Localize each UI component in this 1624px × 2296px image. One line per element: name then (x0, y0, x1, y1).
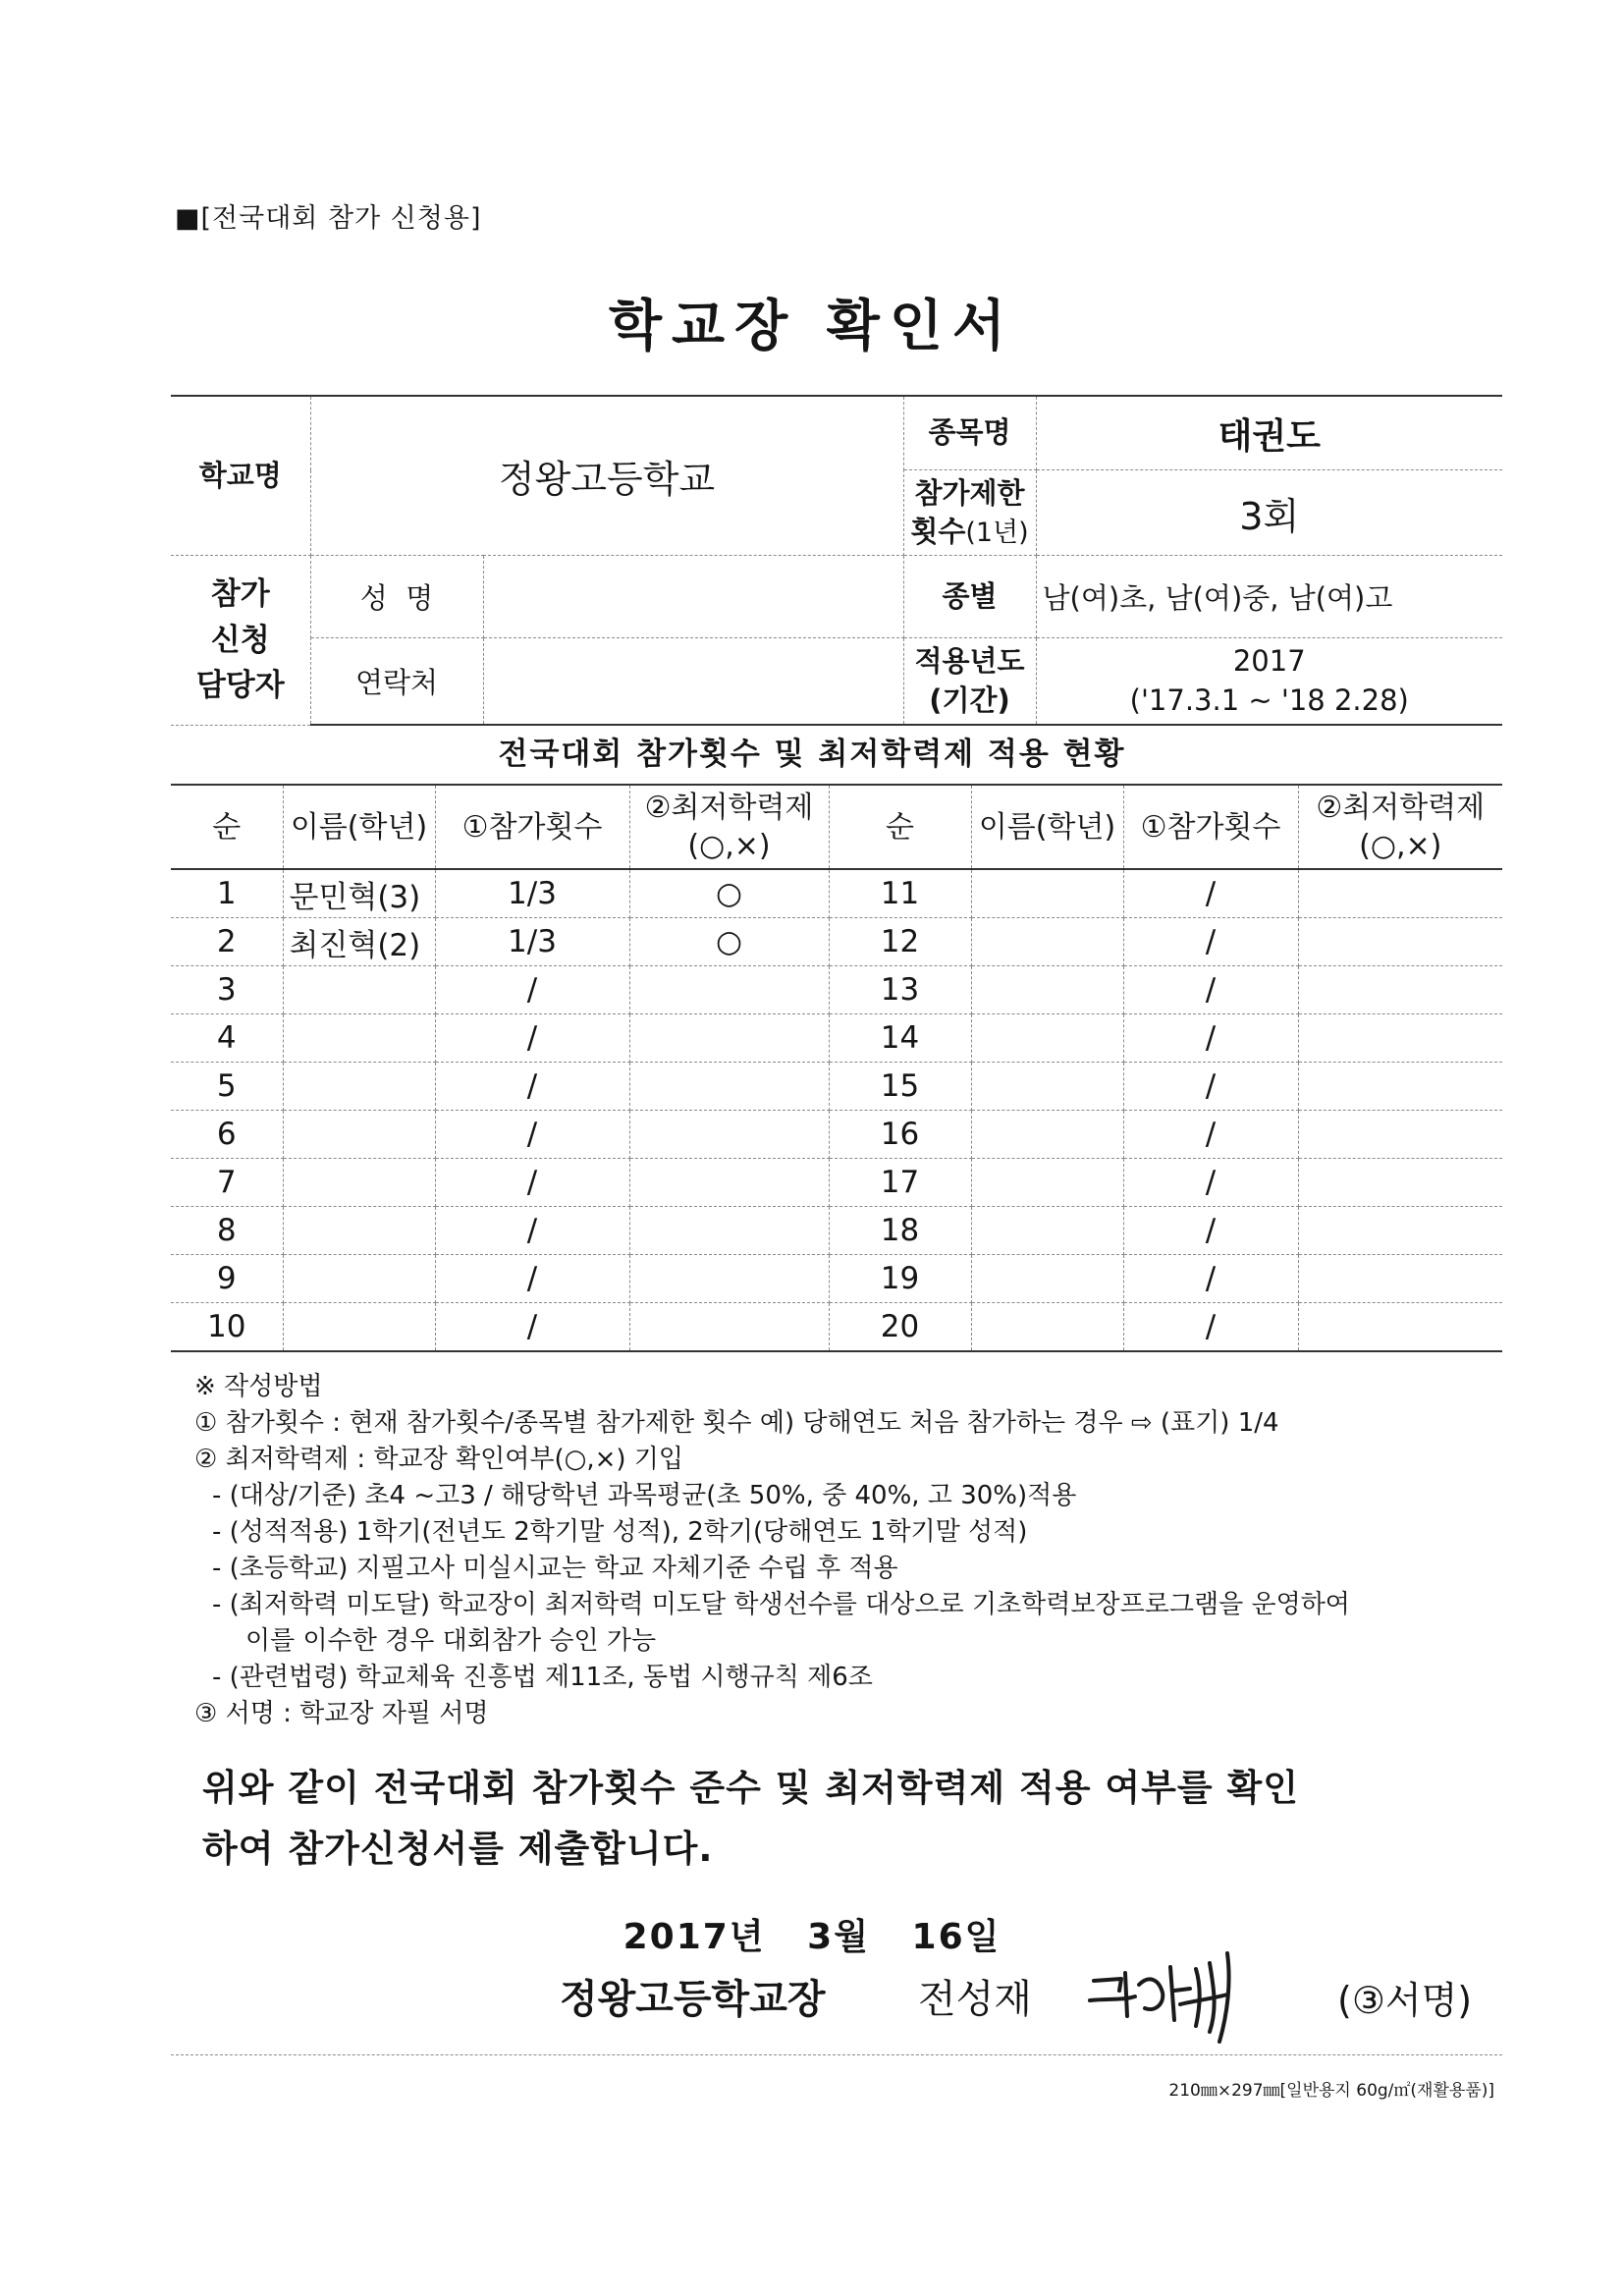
row-no-right: 12 (829, 918, 971, 966)
row-min-standard (629, 1207, 829, 1255)
row-min-standard-right (1298, 966, 1502, 1014)
event-label: 종목명 (903, 396, 1036, 470)
row-min-standard-right (1298, 869, 1502, 918)
participation-limit-label (903, 470, 1036, 556)
applicable-year-label-line1: 적용년도 (914, 644, 1025, 679)
applicable-year-label-line2: (기간) (929, 683, 1010, 717)
date-day: 16일 (911, 1917, 1001, 1957)
row-count-right: / (1123, 1063, 1298, 1111)
status-header-row (171, 785, 1502, 869)
row-no: 9 (171, 1255, 283, 1303)
row-name (283, 1063, 435, 1111)
bottom-divider (171, 2054, 1502, 2055)
note-min-standard: ② 최저학력제 : 학교장 확인여부(○,×) 기입 (194, 1445, 684, 1474)
row-name (283, 1014, 435, 1063)
row-count-right: / (1123, 1014, 1298, 1063)
row-no-right: 11 (829, 869, 971, 918)
row-count-right: / (1123, 1255, 1298, 1303)
document-title: 학교장 확인서 (608, 295, 1016, 358)
participation-limit-label-sub: (1년) (965, 517, 1029, 548)
row-no: 6 (171, 1111, 283, 1159)
contact-group-label-line3: 담당자 (195, 668, 285, 703)
header-count: ①참가횟수 (435, 785, 629, 869)
row-no: 3 (171, 966, 283, 1014)
row-no: 4 (171, 1014, 283, 1063)
participation-status-table (171, 784, 1502, 1352)
applicable-year: 2017 (1232, 644, 1306, 679)
header-no-right: 순 (829, 785, 971, 869)
row-name-right (971, 1207, 1123, 1255)
applicable-period: ('17.3.1 ~ '18 2.28) (1129, 683, 1409, 717)
participation-limit-label-line1: 참가제한 (914, 475, 1025, 510)
date-year: 2017년 (623, 1917, 766, 1957)
note-related-law: - (관련법령) 학교체육 진흥법 제11조, 동법 시행규칙 제6조 (212, 1663, 873, 1692)
applicable-year-value (1036, 638, 1502, 726)
header-min-standard-right-line1: ②최저학력제 (1316, 791, 1486, 825)
status-row (171, 918, 1502, 966)
header-count-right: ①참가횟수 (1123, 785, 1298, 869)
row-min-standard (629, 1063, 829, 1111)
row-min-standard-right (1298, 1159, 1502, 1207)
row-min-standard-right (1298, 1111, 1502, 1159)
row-no: 10 (171, 1303, 283, 1352)
row-name: 문민혁(3) (283, 869, 435, 918)
header-min-standard-right-line2: (○,×) (1359, 829, 1442, 863)
statement-line-1: 위와 같이 전국대회 참가횟수 준수 및 최저학력제 적용 여부를 확인 (202, 1767, 1299, 1809)
row-no: 7 (171, 1159, 283, 1207)
status-row (171, 1111, 1502, 1159)
row-name-right (971, 966, 1123, 1014)
row-min-standard (629, 966, 829, 1014)
row-min-standard: ○ (629, 918, 829, 966)
row-no: 8 (171, 1207, 283, 1255)
row-count-right: / (1123, 1159, 1298, 1207)
school-info-table (171, 395, 1502, 726)
row-name-right (971, 1303, 1123, 1352)
row-min-standard (629, 1111, 829, 1159)
status-row (171, 966, 1502, 1014)
row-min-standard-right (1298, 1014, 1502, 1063)
header-name-right: 이름(학년) (971, 785, 1123, 869)
row-min-standard (629, 1159, 829, 1207)
row-name (283, 1159, 435, 1207)
row-count-right: / (1123, 966, 1298, 1014)
row-name (283, 1111, 435, 1159)
row-min-standard-right (1298, 1063, 1502, 1111)
row-no: 5 (171, 1063, 283, 1111)
row-count: / (435, 1063, 629, 1111)
row-name (283, 1207, 435, 1255)
participation-limit-value: 3회 (1036, 470, 1502, 556)
note-below-standard-continued: 이를 이수한 경우 대회참가 승인 가능 (245, 1626, 657, 1656)
date-month: 3월 (807, 1917, 870, 1957)
note-participation-count: ① 참가횟수 : 현재 참가횟수/종목별 참가제한 횟수 예) 당해연도 처음 참가하는 경우 ⇨ (표기) 1/4 (194, 1408, 1279, 1438)
school-name-label: 학교명 (171, 396, 310, 556)
row-min-standard-right (1298, 1207, 1502, 1255)
confirmation-statement (202, 1758, 1469, 1880)
row-count: / (435, 1159, 629, 1207)
event-value: 태권도 (1036, 396, 1502, 470)
row-name-right (971, 869, 1123, 918)
row-count: / (435, 1014, 629, 1063)
contact-person-group-label (171, 556, 310, 726)
row-min-standard: ○ (629, 869, 829, 918)
header-no: 순 (171, 785, 283, 869)
statement-line-2: 하여 참가신청서를 제출합니다. (202, 1828, 714, 1870)
row-no-right: 16 (829, 1111, 971, 1159)
row-name-right (971, 1111, 1123, 1159)
row-no-right: 20 (829, 1303, 971, 1352)
row-no: 2 (171, 918, 283, 966)
header-min-standard-right (1298, 785, 1502, 869)
contact-group-label-line2: 신청 (210, 622, 270, 658)
submission-date (0, 1909, 1624, 1959)
row-name-right (971, 918, 1123, 966)
status-row (171, 1159, 1502, 1207)
note-elementary-school: - (초등학교) 지필고사 미실시교는 학교 자체기준 수립 후 적용 (212, 1554, 898, 1583)
status-section-title: 전국대회 참가횟수 및 최저학력제 적용 현황 (498, 737, 1126, 772)
status-row (171, 1063, 1502, 1111)
row-min-standard (629, 1014, 829, 1063)
header-name: 이름(학년) (283, 785, 435, 869)
row-min-standard (629, 1303, 829, 1352)
header-min-standard-line1: ②최저학력제 (644, 791, 814, 825)
handwritten-signature (1080, 1930, 1316, 2048)
note-signature: ③ 서명 : 학교장 자필 서명 (194, 1699, 489, 1728)
signature-label: (③서명) (1337, 1979, 1473, 2022)
status-row (171, 1207, 1502, 1255)
row-name (283, 966, 435, 1014)
notes-heading: ※ 작성방법 (194, 1372, 323, 1401)
row-count-right: / (1123, 1303, 1298, 1352)
contact-name-value (483, 556, 903, 638)
row-count: / (435, 1207, 629, 1255)
row-count: 1/3 (435, 869, 629, 918)
row-name-right (971, 1014, 1123, 1063)
row-count-right: / (1123, 1111, 1298, 1159)
row-name-right (971, 1159, 1123, 1207)
paper-specification: 210㎜×297㎜[일반용지 60g/㎡(재활용품)] (1168, 2081, 1494, 2101)
row-count: / (435, 1303, 629, 1352)
note-grade-application: - (성적적용) 1학기(전년도 2학기말 성적), 2학기(당해연도 1학기말 성적) (212, 1517, 1028, 1547)
participation-limit-label-line2: 횟수 (910, 514, 966, 548)
row-count: / (435, 966, 629, 1014)
principal-name: 전성재 (918, 1977, 1032, 2022)
row-min-standard (629, 1255, 829, 1303)
note-below-standard: - (최저학력 미도달) 학교장이 최저학력 미도달 학생선수를 대상으로 기초학력보장프로그램을 운영하여 (212, 1590, 1350, 1619)
contact-name-label: 성 명 (310, 556, 483, 638)
principal-title: 정왕고등학교장 (560, 1977, 826, 2022)
header-min-standard (629, 785, 829, 869)
status-row (171, 1014, 1502, 1063)
row-no-right: 13 (829, 966, 971, 1014)
row-no: 1 (171, 869, 283, 918)
row-no-right: 14 (829, 1014, 971, 1063)
row-min-standard-right (1298, 1255, 1502, 1303)
row-count: / (435, 1255, 629, 1303)
row-count-right: / (1123, 869, 1298, 918)
header-min-standard-line2: (○,×) (687, 829, 771, 863)
contact-phone-value (483, 638, 903, 726)
contact-group-label-line1: 참가 (210, 576, 270, 612)
row-name-right (971, 1255, 1123, 1303)
row-count-right: / (1123, 918, 1298, 966)
school-name-value: 정왕고등학교 (310, 396, 903, 556)
row-min-standard-right (1298, 1303, 1502, 1352)
row-count-right: / (1123, 1207, 1298, 1255)
row-no-right: 18 (829, 1207, 971, 1255)
writing-instructions (194, 1369, 1350, 1732)
row-count: / (435, 1111, 629, 1159)
row-name-right (971, 1063, 1123, 1111)
row-name (283, 1255, 435, 1303)
note-target-criteria: - (대상/기준) 초4 ~고3 / 해당학년 과목평균(초 50%, 중 40%, 고 30%)적용 (212, 1481, 1077, 1510)
status-row (171, 1303, 1502, 1352)
category-label: 종별 (903, 556, 1036, 638)
category-value: 남(여)초, 남(여)중, 남(여)고 (1036, 556, 1502, 638)
applicable-year-label (903, 638, 1036, 726)
status-row (171, 1255, 1502, 1303)
row-count: 1/3 (435, 918, 629, 966)
row-no-right: 19 (829, 1255, 971, 1303)
row-no-right: 17 (829, 1159, 971, 1207)
row-name: 최진혁(2) (283, 918, 435, 966)
status-row (171, 869, 1502, 918)
contact-phone-label: 연락처 (310, 638, 483, 726)
form-usage-tag: ■[전국대회 참가 신청용] (175, 203, 482, 234)
row-no-right: 15 (829, 1063, 971, 1111)
row-min-standard-right (1298, 918, 1502, 966)
row-name (283, 1303, 435, 1352)
